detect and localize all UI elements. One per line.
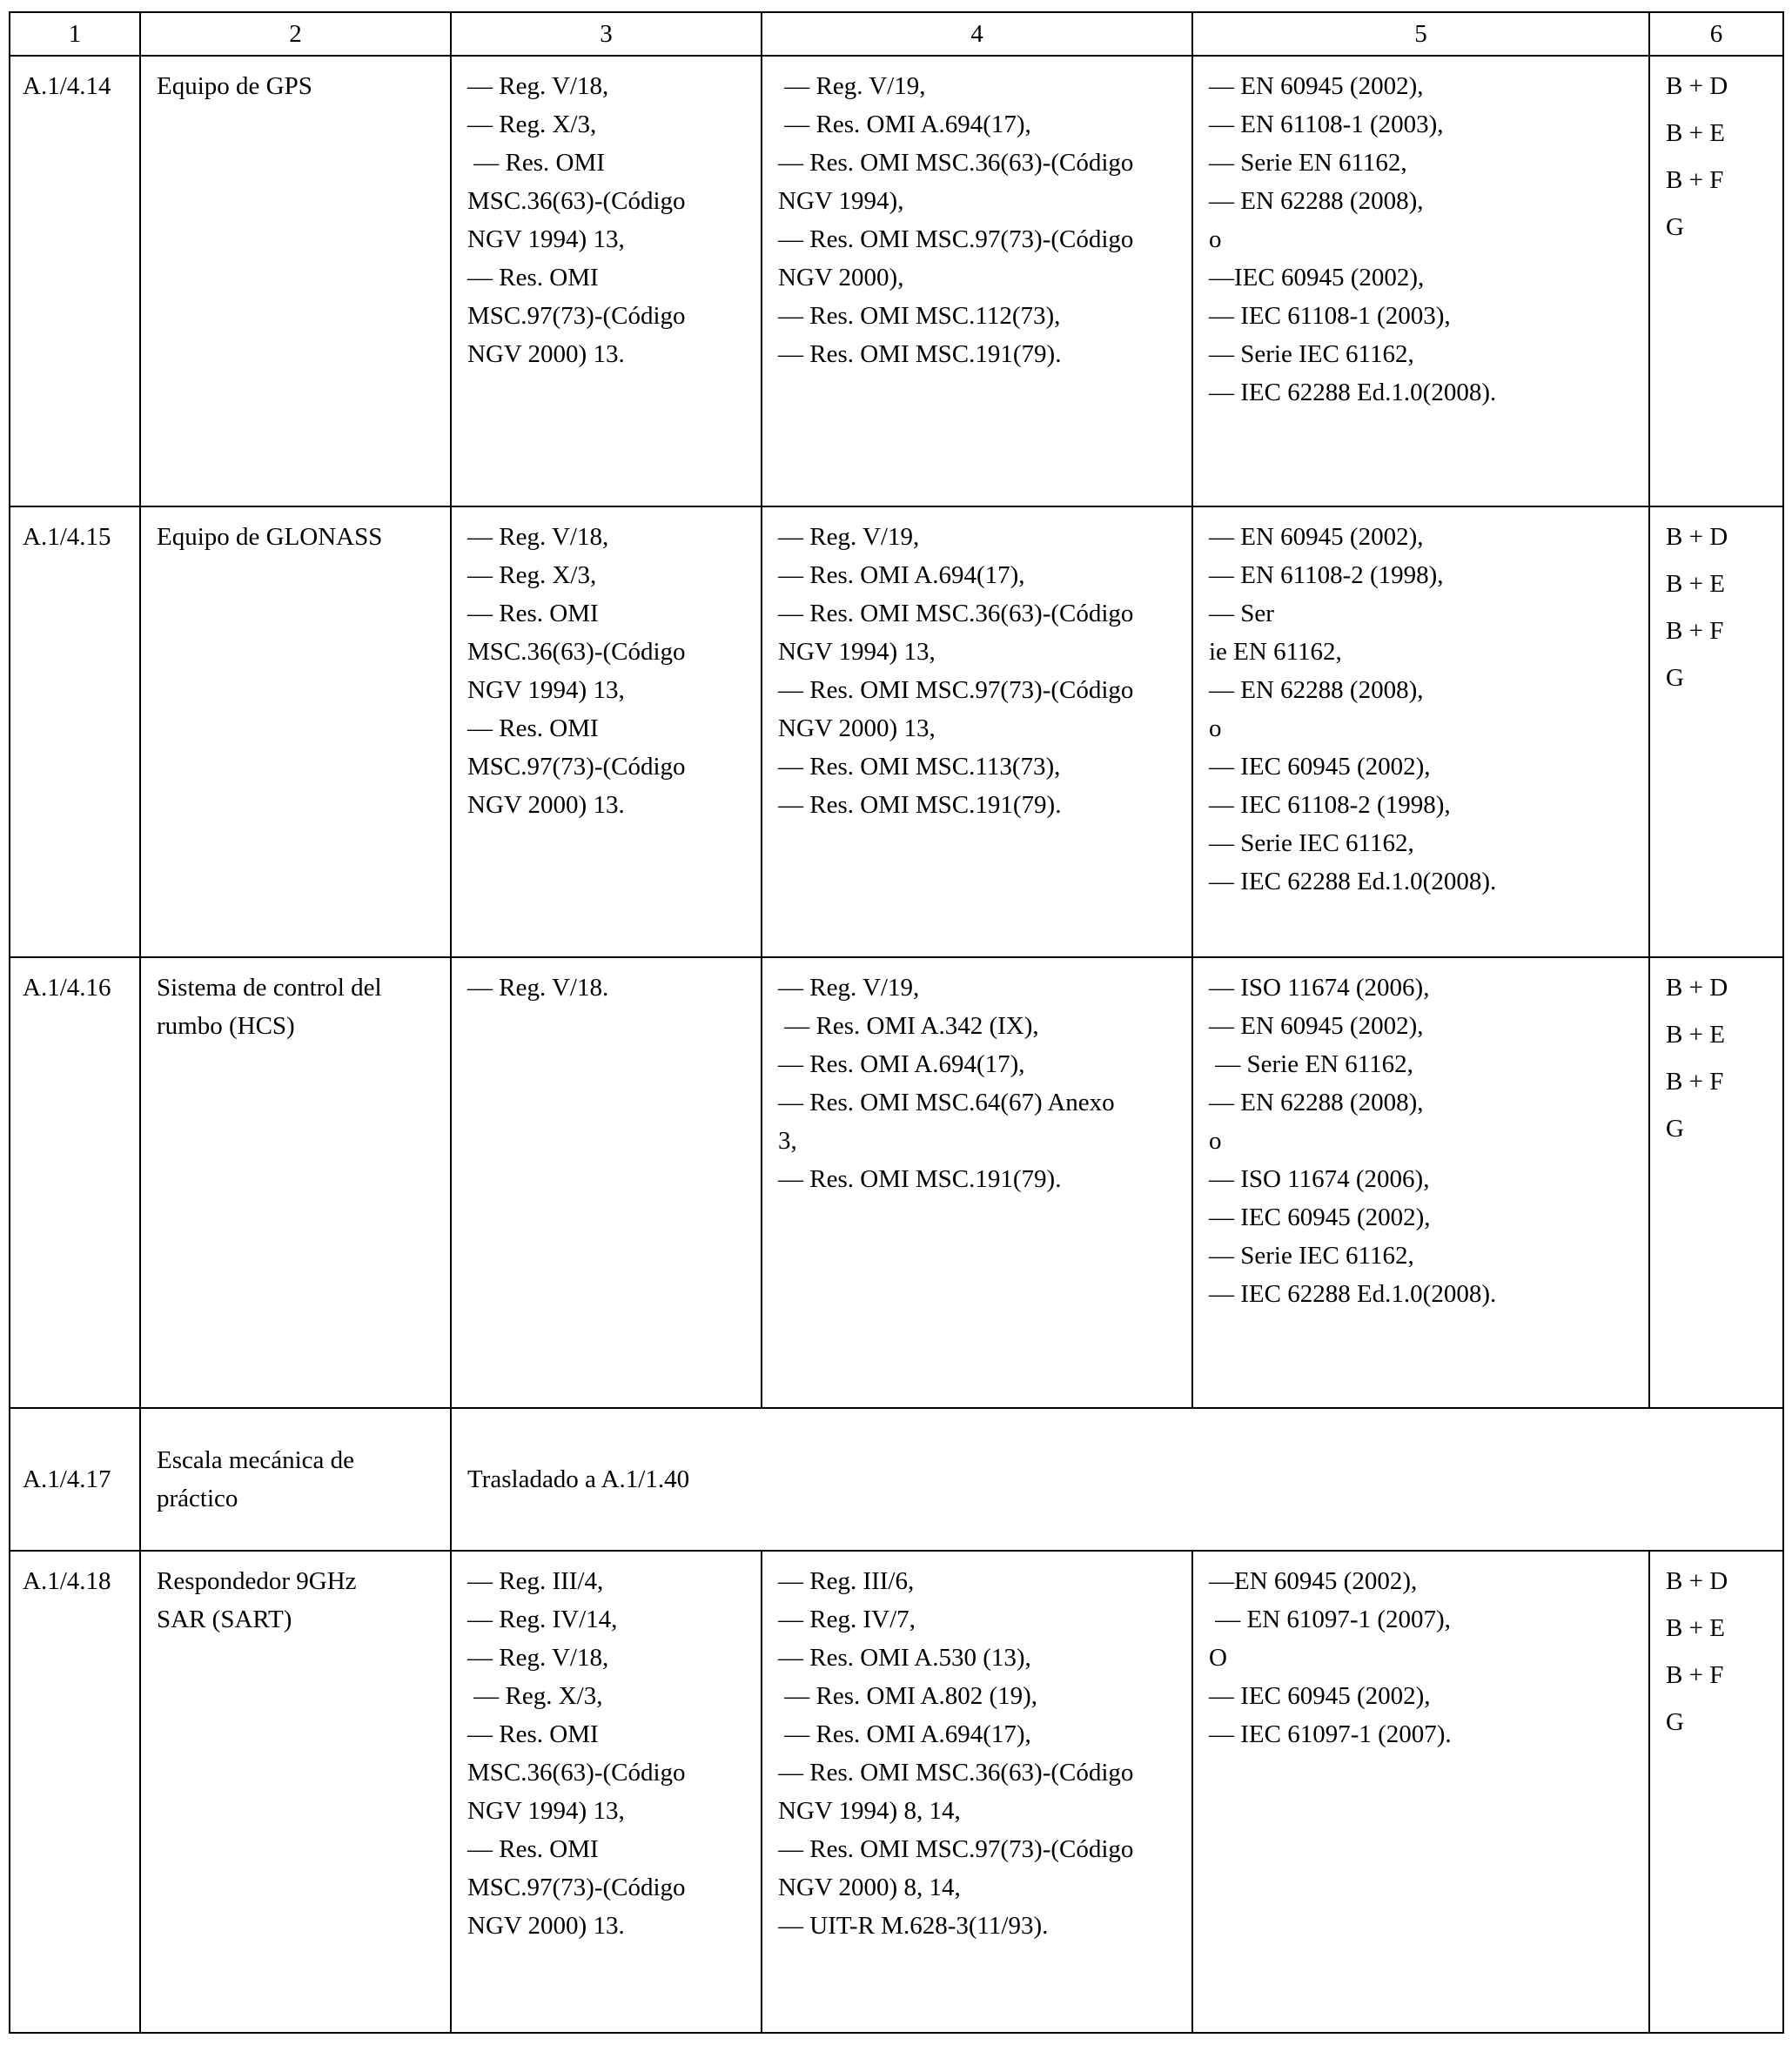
requirement-cell-line: — Res. OMI MSC.36(63)-(Código	[778, 600, 1134, 627]
requirement-cell-line: — UIT-R M.628-3(11/93).	[778, 1912, 1049, 1940]
standard-cell-line: — IEC 61097-1 (2007).	[1209, 1720, 1452, 1748]
item-name	[140, 957, 451, 1408]
regulation-cell-line: — Res. OMI	[467, 600, 599, 627]
procedure-cell-line: B + D	[1666, 974, 1728, 1002]
requirement-cell-line: — Reg. III/6,	[778, 1567, 915, 1595]
standard-cell-line: — IEC 62288 Ed.1.0(2008).	[1209, 1280, 1497, 1308]
regulation-cell-line: MSC.36(63)-(Código	[467, 638, 686, 666]
standard-cell-line: — EN 62288 (2008),	[1209, 676, 1424, 704]
regulation-cell-line: MSC.36(63)-(Código	[467, 187, 686, 215]
procedure-cell	[1649, 957, 1783, 1408]
standard-cell-line: — Serie EN 61162,	[1209, 149, 1407, 177]
standard-cell-line: — Serie IEC 61162,	[1209, 340, 1414, 368]
requirement-cell-line: — Res. OMI MSC.64(67) Anexo	[778, 1089, 1115, 1116]
procedure-cell-line: G	[1666, 213, 1684, 241]
procedure-cell-line: B + F	[1666, 1661, 1724, 1689]
item-code: A.1/4.18	[10, 1551, 140, 2033]
procedure-cell-line: B + D	[1666, 523, 1728, 551]
item-code: A.1/4.14	[10, 56, 140, 506]
column-header: 5	[1192, 12, 1649, 56]
standard-cell-line: — EN 60945 (2002),	[1209, 523, 1424, 551]
standard-cell-line: — IEC 62288 Ed.1.0(2008).	[1209, 868, 1497, 895]
standard-cell-line: — Serie IEC 61162,	[1209, 829, 1414, 857]
regulation-cell-line: NGV 1994) 13,	[467, 676, 625, 704]
regulation-cell-line: NGV 1994) 13,	[467, 225, 625, 253]
requirement-cell-line: — Res. OMI MSC.97(73)-(Código	[778, 676, 1134, 704]
regulation-cell-line: — Reg. X/3,	[467, 111, 597, 138]
standard-cell-line: — ISO 11674 (2006),	[1209, 974, 1430, 1002]
regulation-cell-line: — Reg. X/3,	[467, 561, 597, 589]
standard-cell-line: O	[1209, 1644, 1227, 1672]
item-name	[140, 56, 451, 506]
item-name	[140, 1551, 451, 2033]
procedure-cell-line: B + E	[1666, 119, 1725, 147]
regulation-cell-line: — Res. OMI	[467, 1835, 599, 1863]
item-name-line: práctico	[157, 1485, 238, 1512]
procedure-cell-line: B + F	[1666, 617, 1724, 645]
requirement-cell-line: NGV 1994) 13,	[778, 638, 936, 666]
regulation-cell-line: NGV 1994) 13,	[467, 1797, 625, 1825]
regulation-cell-line: — Reg. V/18.	[467, 974, 609, 1002]
regulation-cell	[451, 56, 762, 506]
regulation-cell-line: — Res. OMI	[467, 149, 605, 177]
standard-cell-line: — EN 60945 (2002),	[1209, 1012, 1424, 1040]
item-name-line: Equipo de GPS	[157, 72, 312, 100]
item-code: A.1/4.17	[10, 1408, 140, 1551]
table-row	[10, 506, 1783, 957]
standard-cell-line: — EN 61108-1 (2003),	[1209, 111, 1444, 138]
standard-cell-line: — EN 60945 (2002),	[1209, 72, 1424, 100]
item-name	[140, 506, 451, 957]
procedure-cell-line: G	[1666, 1708, 1684, 1736]
item-name-line: Equipo de GLONASS	[157, 523, 383, 551]
requirement-cell-line: — Res. OMI A.694(17),	[778, 111, 1031, 138]
standard-cell-line: — Serie IEC 61162,	[1209, 1242, 1414, 1270]
standard-cell-line: — EN 61097-1 (2007),	[1209, 1606, 1451, 1633]
requirement-cell-line: — Res. OMI MSC.97(73)-(Código	[778, 225, 1134, 253]
regulation-cell	[451, 1551, 762, 2033]
header-row	[10, 12, 1783, 56]
table-row	[10, 1551, 1783, 2033]
regulation-cell-line: — Res. OMI	[467, 1720, 599, 1748]
standard-cell-line: — IEC 60945 (2002),	[1209, 753, 1431, 781]
standard-cell-line: —EN 60945 (2002),	[1209, 1567, 1418, 1595]
procedure-cell-line: B + F	[1666, 166, 1724, 194]
requirement-cell-line: NGV 1994),	[778, 187, 904, 215]
procedure-cell-line: B + F	[1666, 1068, 1724, 1096]
standard-cell	[1192, 1551, 1649, 2033]
column-header: 4	[762, 12, 1192, 56]
equipment-table	[9, 11, 1784, 2034]
standard-cell-line: — IEC 60945 (2002),	[1209, 1203, 1431, 1231]
requirement-cell-line: 3,	[778, 1127, 797, 1155]
procedure-cell-line: B + E	[1666, 570, 1725, 598]
standard-cell-line: — ISO 11674 (2006),	[1209, 1165, 1430, 1193]
item-code: A.1/4.15	[10, 506, 140, 957]
table-row	[10, 957, 1783, 1408]
requirement-cell	[762, 56, 1192, 506]
regulation-cell-line: — Reg. V/18,	[467, 523, 609, 551]
requirement-cell-line: — Res. OMI A.694(17),	[778, 561, 1025, 589]
standard-cell-line: o	[1209, 225, 1222, 253]
regulation-cell	[451, 506, 762, 957]
regulation-cell-line: MSC.97(73)-(Código	[467, 753, 686, 781]
item-name-line: Sistema de control del	[157, 974, 382, 1002]
procedure-cell-line: B + D	[1666, 72, 1728, 100]
procedure-cell	[1649, 506, 1783, 957]
requirement-cell-line: — Res. OMI MSC.112(73),	[778, 302, 1061, 330]
standard-cell-line: o	[1209, 714, 1222, 742]
requirement-cell-line: — Res. OMI MSC.191(79).	[778, 340, 1062, 368]
column-header: 2	[140, 12, 451, 56]
standard-cell	[1192, 506, 1649, 957]
standard-cell-line: — EN 61108-2 (1998),	[1209, 561, 1444, 589]
standard-cell-line: o	[1209, 1127, 1222, 1155]
requirement-cell-line: — Res. OMI MSC.36(63)-(Código	[778, 1759, 1134, 1787]
standard-cell-line: — EN 62288 (2008),	[1209, 1089, 1424, 1116]
requirement-cell-line: — Reg. V/19,	[778, 974, 920, 1002]
regulation-cell-line: MSC.97(73)-(Código	[467, 1874, 686, 1901]
procedure-cell-line: G	[1666, 1115, 1684, 1143]
standard-cell-line: — IEC 62288 Ed.1.0(2008).	[1209, 379, 1497, 406]
standard-cell-line: —IEC 60945 (2002),	[1209, 264, 1425, 292]
column-header: 3	[451, 12, 762, 56]
regulation-cell-line: — Reg. V/18,	[467, 72, 609, 100]
requirement-cell-line: — Res. OMI A.802 (19),	[778, 1682, 1038, 1710]
standard-cell-line: — IEC 61108-2 (1998),	[1209, 791, 1451, 819]
requirement-cell	[762, 957, 1192, 1408]
procedure-cell-line: G	[1666, 664, 1684, 692]
regulation-cell-line: — Res. OMI	[467, 264, 599, 292]
procedure-cell-line: B + E	[1666, 1614, 1725, 1642]
requirement-cell-line: — Res. OMI MSC.191(79).	[778, 1165, 1062, 1193]
regulation-cell-line: NGV 2000) 13.	[467, 1912, 625, 1940]
item-name-line: SAR (SART)	[157, 1606, 292, 1633]
item-code: A.1/4.16	[10, 957, 140, 1408]
item-name	[140, 1408, 451, 1551]
item-name-line: rumbo (HCS)	[157, 1012, 295, 1040]
requirement-cell-line: NGV 1994) 8, 14,	[778, 1797, 961, 1825]
procedure-cell	[1649, 56, 1783, 506]
requirement-cell-line: NGV 2000) 13,	[778, 714, 936, 742]
requirement-cell-line: — Res. OMI A.530 (13),	[778, 1644, 1031, 1672]
item-name-line: Respondedor 9GHz	[157, 1567, 357, 1595]
requirement-cell-line: — Res. OMI MSC.97(73)-(Código	[778, 1835, 1134, 1863]
regulation-cell-line: MSC.36(63)-(Código	[467, 1759, 686, 1787]
requirement-cell-line: — Res. OMI A.694(17),	[778, 1050, 1025, 1078]
table-row	[10, 56, 1783, 506]
procedure-cell-line: B + D	[1666, 1567, 1728, 1595]
standard-cell	[1192, 56, 1649, 506]
procedure-cell	[1649, 1551, 1783, 2033]
standard-cell-line: — IEC 60945 (2002),	[1209, 1682, 1431, 1710]
merged-note: Trasladado a A.1/1.40	[451, 1408, 1783, 1551]
standard-cell-line: — EN 62288 (2008),	[1209, 187, 1424, 215]
requirement-cell-line: — Reg. V/19,	[778, 523, 920, 551]
regulation-cell-line: — Reg. V/18,	[467, 1644, 609, 1672]
requirement-cell-line: NGV 2000) 8, 14,	[778, 1874, 961, 1901]
item-name-line: Escala mecánica de	[157, 1446, 355, 1474]
requirement-cell-line: — Res. OMI A.694(17),	[778, 1720, 1031, 1748]
standard-cell-line: — Ser	[1209, 600, 1274, 627]
requirement-cell-line: — Res. OMI MSC.36(63)-(Código	[778, 149, 1134, 177]
regulation-cell-line: — Reg. IV/14,	[467, 1606, 618, 1633]
requirement-cell	[762, 1551, 1192, 2033]
column-header: 1	[10, 12, 140, 56]
regulation-cell-line: — Res. OMI	[467, 714, 599, 742]
standard-cell	[1192, 957, 1649, 1408]
regulation-cell-line: MSC.97(73)-(Código	[467, 302, 686, 330]
requirement-cell-line: — Reg. V/19,	[778, 72, 926, 100]
requirement-cell-line: — Reg. IV/7,	[778, 1606, 916, 1633]
regulation-cell-line: NGV 2000) 13.	[467, 791, 625, 819]
standard-cell-line: — IEC 61108-1 (2003),	[1209, 302, 1451, 330]
column-header: 6	[1649, 12, 1783, 56]
requirement-cell	[762, 506, 1192, 957]
standard-cell-line: ie EN 61162,	[1209, 638, 1342, 666]
regulation-cell	[451, 957, 762, 1408]
requirement-cell-line: — Res. OMI A.342 (IX),	[778, 1012, 1039, 1040]
standard-cell-line: — Serie EN 61162,	[1209, 1050, 1413, 1078]
procedure-cell-line: B + E	[1666, 1021, 1725, 1049]
regulation-cell-line: NGV 2000) 13.	[467, 340, 625, 368]
requirement-cell-line: — Res. OMI MSC.113(73),	[778, 753, 1061, 781]
requirement-cell-line: NGV 2000),	[778, 264, 904, 292]
requirement-cell-line: — Res. OMI MSC.191(79).	[778, 791, 1062, 819]
regulation-cell-line: — Reg. X/3,	[467, 1682, 603, 1710]
table-row	[10, 1408, 1783, 1551]
regulation-cell-line: — Reg. III/4,	[467, 1567, 604, 1595]
